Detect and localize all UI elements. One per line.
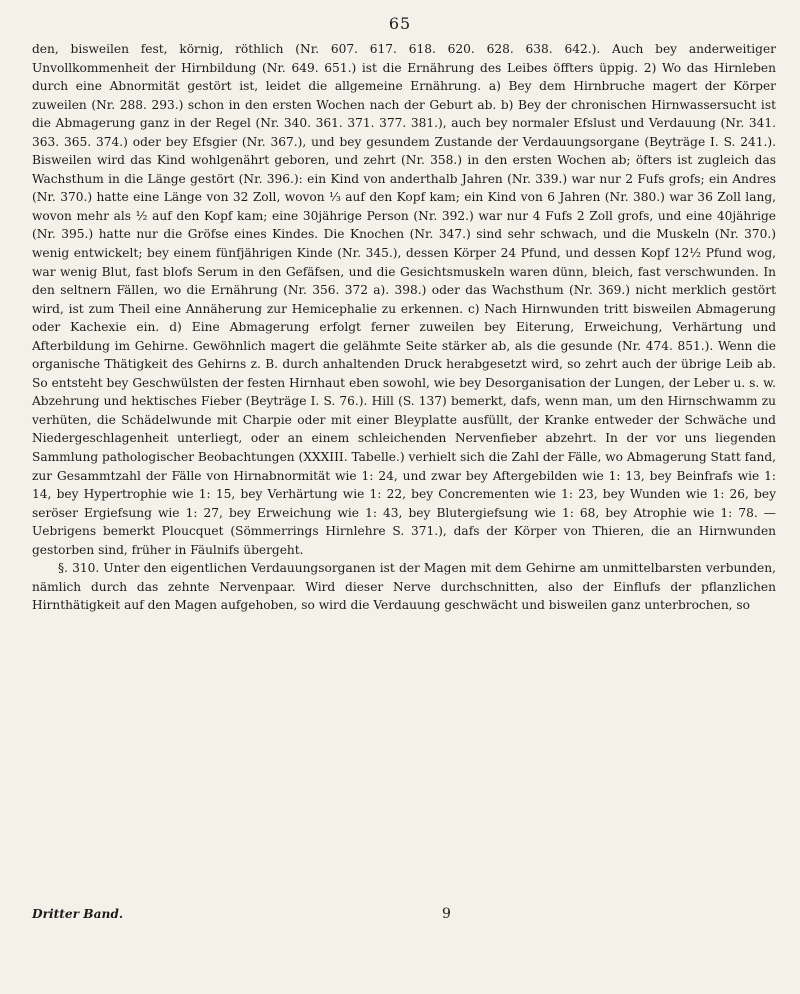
page-number: 65 — [388, 14, 412, 33]
paragraph-continuation: den, bisweilen fest, körnig, röthlich (Nr. 607. 617. 618. 620. 628. 638. 642.). Auch bey anderweitiger Unvollkommenheit der Hirnbildung (Nr. 649. 651.) ist die Ernährung des Leibes öffters üppig. 2) Wo das Hirnleben durch eine Abnormität gestört ist, leidet die allgemeine Ernährung. a) Bey dem Hirnbruche magert der Körper zuweilen (Nr. 288. 293.) schon in den ersten Wochen nach der Geburt ab. b) Bey der chronischen Hirnwassersucht ist die Abmagerung ganz in der Regel (Nr. 340. 361. 371. 377. 381.), auch bey normaler Efslust und Verdauung (Nr. 341. 363. 365. 374.) oder bey Efsgier (Nr. 367.), und bey gesundem Zustande der Verdauungsorgane (Beyträge I. S. 241.). Bisweilen wird das Kind wohlgenährt geboren, und zehrt (Nr. 358.) in den ersten Wochen ab; öfters ist zugleich das Wachsthum in die Länge gestört (Nr. 396.): ein Kind von anderthalb Jahren (Nr. 339.) war nur 2 Fufs grofs; ein Andres (Nr. 370.) hatte eine Länge von 32 Zoll, wovon ⅓ auf den Kopf kam; ein Kind von 6 Jahren (Nr. 380.) war 36 Zoll lang, wovon mehr als ½ auf den Kopf kam; eine 30jährige Person (Nr. 392.) war nur 4 Fufs 2 Zoll grofs, und eine 40jährige (Nr. 395.) hatte nur die Gröfse eines Kindes. Die Knochen (Nr. 347.) sind sehr schwach, und die Muskeln (Nr. 370.) wenig entwickelt; bey einem fünfjährigen Kinde (Nr. 345.), dessen Körper 24 Pfund, und dessen Kopf 12½ Pfund wog, war wenig Blut, fast blofs Serum in den Gefäfsen, und die Gesichtsmuskeln waren dünn, bleich, fast verschwunden. In den seltnern Fällen, wo die Ernährung (Nr. 356. 372 a). 398.) oder das Wachsthum (Nr. 369.) nicht merklich gestört wird, ist zum Theil eine Annäherung zur Hemicephalie zu erkennen. c) Nach Hirnwunden tritt bisweilen Abmagerung oder Kachexie ein. d) Eine Abmagerung erfolgt ferner zuweilen bey Eiterung, Erweichung, Verhärtung und Afterbildung im Gehirne. Gewöhnlich magert die gelähmte Seite stärker ab, als die gesunde (Nr. 474. 851.). Wenn die organische Thätigkeit des Gehirns z. B. durch anhaltenden Druck herabgesetzt wird, so zehrt auch der übrige Leib ab. So entsteht bey Geschwülsten der festen Hirnhaut eben sowohl, wie bey Desorganisation der Lungen, der Leber u. s. w. Abzehrung und hektisches Fieber (Beyträge I. S. 76.). Hill (S. 137) bemerkt, dafs, wenn man, um den Hirnschwamm zu verhüten, die Schädelwunde mit Charpie oder mit einer Bleyplatte ausfüllt, der Kranke entweder der Schwäche und Niedergeschlagenheit unterliegt, oder an einem schleichenden Nervenfieber abzehrt. In der vor uns liegenden Sammlung pathologischer Beobachtungen (XXXIII. Tabelle.) verhielt sich die Zahl der Fälle, wo Abmagerung Statt fand, zur Gesammtzahl der Fälle von Hirnabnormität wie 1: 24, und zwar bey Aftergebilden wie 1: 13, bey Beinfrafs wie 1: 14, bey Hypertrophie wie 1: 15, bey Verhärtung wie 1: 22, bey Concrementen wie 1: 23, bey Wunden wie 1: 26, bey seröser Ergiefsung wie 1: 27, bey Erweichung wie 1: 43, bey Blutergiefsung wie 1: 68, bey Atrophie wie 1: 78. — Uebrigens bemerkt Ploucquet (Sömmerrings Hirnlehre S. 371.), dafs der Körper von Thieren, die an Hirnwunden gestorben sind, früher in Fäulnifs übergeht. — [32, 42, 776, 557]
page-footer — [32, 905, 776, 923]
sheet-number: 9 — [442, 906, 451, 922]
paragraph-section-310: §. 310. Unter den eigentlichen Verdauungsorganen ist der Magen mit dem Gehirne am unmittelbarsten verbunden, nämlich durch das zehnte Nervenpaar. Wird dieser Nerve durchschnitten, also der Einflufs der pflanzlichen Hirnthätigkeit auf den Magen aufgehoben, so wird die Verdauung geschwächt und bisweilen ganz unterbrochen, so — [32, 561, 776, 613]
body-text — [32, 40, 776, 615]
volume-signature: Dritter Band. — [32, 907, 124, 921]
